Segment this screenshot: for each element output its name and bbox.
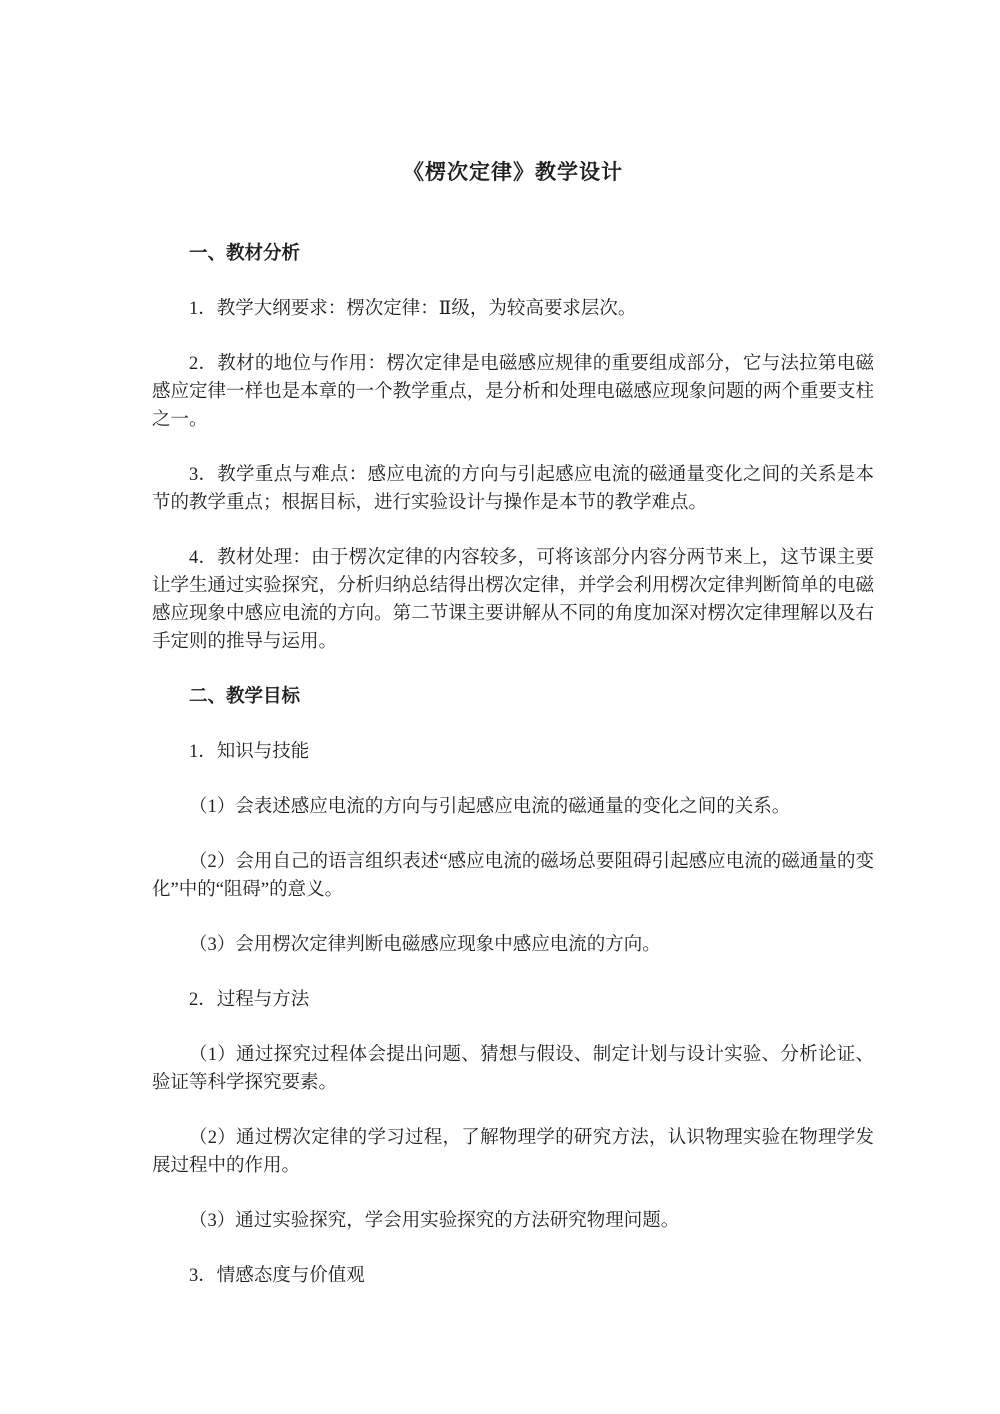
- paragraph-material-status-role: 2．教材的地位与作用：楞次定律是电磁感应规律的重要组成部分，它与法拉第电磁感应定律一样也是本章的一个教学重点，是分析和处理电磁感应现象问题的两个重要支柱之一。: [152, 354, 874, 430]
- section-heading-material-analysis: 一、教材分析: [189, 244, 301, 264]
- paragraph-process-item-1: （1）通过探究过程体会提出问题、猜想与假设、制定计划与设计实验、分析论证、验证等科学探究要素。: [152, 1045, 874, 1093]
- paragraph-emotion-attitude-values: 3．情感态度与价值观: [189, 1266, 365, 1286]
- paragraph-knowledge-skills: 1．知识与技能: [189, 742, 310, 762]
- document-title: 《楞次定律》教学设计: [403, 160, 623, 184]
- document-content: [152, 158, 874, 1317]
- paragraph-knowledge-item-1: （1）会表述感应电流的方向与引起感应电流的磁通量的变化之间的关系。: [189, 797, 791, 817]
- paragraph-process-item-2: （2）通过楞次定律的学习过程，了解物理学的研究方法，认识物理实验在物理学发展过程中的作用。: [152, 1128, 874, 1176]
- paragraph-knowledge-item-2: （2）会用自己的语言组织表述“感应电流的磁场总要阻碍引起感应电流的磁通量的变化”中的“阻碍”的意义。: [152, 852, 874, 900]
- paragraph-process-item-3: （3）通过实验探究，学会用实验探究的方法研究物理问题。: [189, 1211, 680, 1231]
- paragraph-material-handling: 4．教材处理：由于楞次定律的内容较多，可将该部分内容分两节来上，这节课主要让学生通过实验探究，分析归纳总结得出楞次定律，并学会利用楞次定律判断简单的电磁感应现象中感应电流的方向。第二节课主要讲解从不同的角度加深对楞次定律理解以及右手定则的推导与运用。: [152, 548, 874, 652]
- paragraph-syllabus-requirement: 1．教学大纲要求：楞次定律：Ⅱ级，为较高要求层次。: [189, 299, 637, 319]
- paragraph-key-difficult-points: 3．教学重点与难点：感应电流的方向与引起感应电流的磁通量变化之间的关系是本节的教学重点；根据目标，进行实验设计与操作是本节的教学难点。: [152, 465, 874, 513]
- paragraph-process-method: 2．过程与方法: [189, 990, 310, 1010]
- section-heading-teaching-goals: 二、教学目标: [189, 687, 301, 707]
- paragraph-knowledge-item-3: （3）会用楞次定律判断电磁感应现象中感应电流的方向。: [189, 935, 661, 955]
